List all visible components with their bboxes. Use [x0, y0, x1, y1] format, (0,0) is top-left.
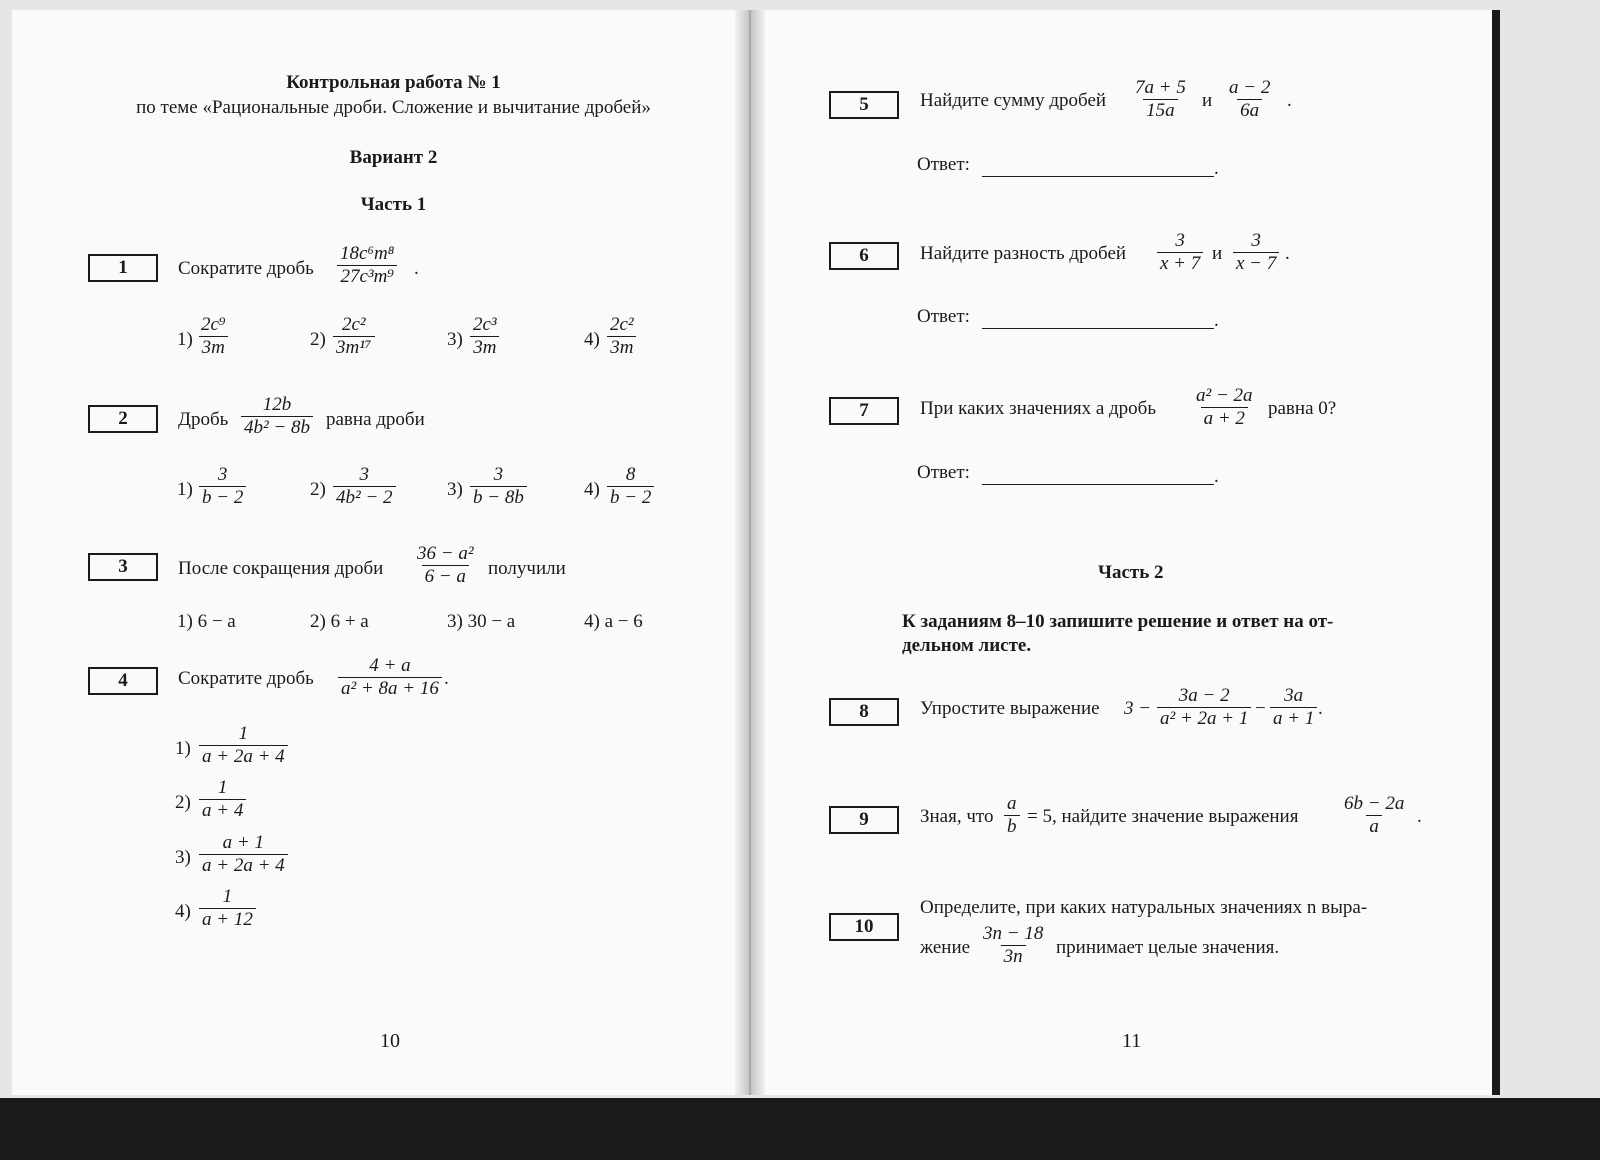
task-1-option-1 — [198, 314, 229, 359]
task-4-option-label: 4) — [175, 901, 191, 922]
fraction-numerator: 3 — [493, 464, 504, 485]
fraction-denominator: a + 12 — [199, 908, 256, 931]
fraction-numerator: a — [1007, 793, 1017, 814]
task-number-3: 3 — [88, 553, 158, 581]
task-8-fraction-1 — [1157, 685, 1251, 730]
part2-heading: Часть 2 — [1098, 562, 1164, 583]
fraction-numerator: a − 2 — [1229, 77, 1271, 98]
task-5-fraction-2 — [1226, 77, 1273, 122]
task-2-option-3 — [470, 464, 527, 509]
task-1-option-label: 4) — [584, 329, 600, 350]
task-2-option-4 — [607, 464, 654, 509]
task-number-7: 7 — [829, 397, 899, 425]
fraction-denominator: 3m — [199, 336, 228, 359]
fraction-denominator: 3m — [470, 336, 499, 359]
page-number-right: 11 — [1122, 1030, 1142, 1052]
fraction-denominator: b − 8b — [470, 486, 527, 509]
fraction-numerator: 1 — [217, 777, 228, 798]
fraction-denominator: b − 2 — [199, 486, 246, 509]
fraction-numerator: 3 — [217, 464, 228, 485]
fraction-numerator: 3 — [359, 464, 370, 485]
fraction-numerator: a + 1 — [222, 832, 264, 853]
task-1-fraction — [337, 243, 397, 288]
task-number-8: 8 — [829, 698, 899, 726]
fraction-numerator: 2c² — [610, 314, 634, 335]
task-2-option-label: 2) — [310, 479, 326, 500]
fraction-denominator: x + 7 — [1157, 252, 1203, 275]
page-edge-shadow — [1492, 10, 1500, 1095]
task-2-option-2 — [333, 464, 396, 509]
task-7-tail: равна 0? — [1268, 398, 1337, 419]
task-6-fraction-1 — [1157, 230, 1203, 275]
task-9-fraction-1 — [1004, 793, 1020, 838]
task-2-option-label: 4) — [584, 479, 600, 500]
task-4-option-2 — [199, 777, 246, 822]
fraction-denominator: a + 1 — [1270, 707, 1317, 730]
task-2-text: Дробь — [178, 409, 229, 430]
task-9-condition: = 5, найдите значение выражения — [1027, 806, 1299, 827]
fraction-numerator: a² − 2a — [1196, 385, 1253, 406]
fraction-denominator: 6a — [1237, 99, 1262, 122]
task-1-option-3 — [470, 314, 500, 359]
fraction-numerator: 1 — [238, 723, 249, 744]
part1-heading: Часть 1 — [360, 194, 427, 215]
task-5-text: Найдите сумму дробей — [920, 90, 1107, 111]
task-6-and: и — [1212, 243, 1223, 264]
test-title: Контрольная работа № 1 — [286, 72, 501, 93]
task-4-option-4 — [199, 886, 256, 931]
fraction-denominator: a + 2 — [1201, 407, 1248, 430]
fraction-numerator: 4 + a — [369, 655, 411, 676]
task-5-answer-line — [982, 176, 1214, 177]
task-5-fraction-1 — [1132, 77, 1189, 122]
fraction-numerator: 2c⁹ — [201, 314, 226, 335]
task-9-tail: . — [1417, 806, 1422, 827]
fraction-numerator: 3a — [1284, 685, 1304, 706]
task-3-text: После сокращения дроби — [178, 558, 384, 579]
fraction-denominator: 3n — [1001, 945, 1026, 968]
task-4-option-3 — [199, 832, 288, 877]
task-7-answer-dot: . — [1214, 466, 1219, 487]
task-10-fraction — [980, 923, 1046, 968]
fraction-denominator: 3m¹⁷ — [333, 336, 375, 359]
variant-heading: Вариант 2 — [349, 147, 438, 168]
task-9-text: Зная, что — [920, 806, 994, 827]
task-5-and: и — [1202, 90, 1213, 111]
task-1-option-2 — [333, 314, 375, 359]
task-number-10: 10 — [829, 913, 899, 941]
task-6-tail: . — [1285, 243, 1290, 264]
task-2-tail: равна дроби — [326, 409, 425, 430]
fraction-numerator: 3 — [1175, 230, 1185, 251]
task-1-option-label: 1) — [177, 329, 193, 350]
fraction-denominator: a + 2a + 4 — [199, 854, 288, 877]
fraction-numerator: 3 — [1251, 230, 1261, 251]
task-10-line2-end: принимает целые значения. — [1056, 937, 1280, 958]
fraction-numerator: 6b − 2a — [1344, 793, 1405, 814]
fraction-denominator: 27c³m⁹ — [337, 265, 396, 288]
task-1-option-4 — [607, 314, 637, 359]
task-7-answer-line — [982, 484, 1214, 485]
task-1-option-label: 2) — [310, 329, 326, 350]
task-10-line1: Определите, при каких натуральных значениях n выра- — [920, 897, 1368, 918]
task-3-tail: получили — [488, 558, 566, 579]
fraction-numerator: 3a − 2 — [1178, 685, 1230, 706]
task-4-option-label: 2) — [175, 792, 191, 813]
task-3-fraction — [414, 543, 477, 588]
task-number-2: 2 — [88, 405, 158, 433]
task-7-answer-label: Ответ: — [917, 462, 970, 483]
test-subtitle: по теме «Рациональные дроби. Сложение и вычитание дробей» — [136, 97, 651, 118]
task-4-text: Сократите дробь — [178, 668, 314, 689]
task-5-tail: . — [1287, 90, 1292, 111]
task-6-answer-label: Ответ: — [917, 306, 970, 327]
task-3-option-1: 1) 6 − a — [177, 611, 236, 632]
task-8-tail: . — [1318, 698, 1323, 719]
task-4-option-label: 3) — [175, 847, 191, 868]
fraction-numerator: 2c² — [341, 314, 366, 335]
task-1-text: Сократите дробь — [178, 258, 314, 279]
fraction-denominator: b — [1004, 815, 1020, 838]
fraction-denominator: a² + 8a + 16 — [338, 677, 442, 700]
task-5-answer-label: Ответ: — [917, 154, 970, 175]
task-3-option-2: 2) 6 + a — [310, 611, 369, 632]
part2-instruction-line2: дельном листе. — [902, 635, 1032, 656]
task-7-text: При каких значениях a дробь — [920, 398, 1157, 419]
task-number-5: 5 — [829, 91, 899, 119]
task-5-answer-dot: . — [1214, 158, 1219, 179]
task-number-4: 4 — [88, 667, 158, 695]
fraction-numerator: 7a + 5 — [1135, 77, 1186, 98]
part2-instruction-line1: К заданиям 8–10 запишите решение и ответ на от- — [902, 611, 1334, 632]
task-4-tail: . — [444, 668, 449, 689]
task-10-line2-start: жение — [920, 937, 971, 958]
fraction-denominator: 4b² − 2 — [333, 486, 396, 509]
fraction-numerator: 12b — [262, 394, 292, 415]
fraction-denominator: 3m — [607, 336, 636, 359]
task-2-option-1 — [199, 464, 246, 509]
fraction-numerator: 2c³ — [473, 314, 497, 335]
fraction-numerator: 18c⁶m⁸ — [340, 243, 395, 264]
task-2-option-label: 3) — [447, 479, 463, 500]
task-9-fraction-2 — [1341, 793, 1407, 838]
fraction-denominator: 15a — [1143, 99, 1178, 122]
scanner-bottom-band — [0, 1098, 1600, 1160]
task-4-option-1 — [199, 723, 288, 768]
fraction-denominator: a + 2a + 4 — [199, 745, 288, 768]
task-6-answer-dot: . — [1214, 310, 1219, 331]
task-number-1: 1 — [88, 254, 158, 282]
book-gutter — [735, 10, 765, 1095]
task-8-fraction-2 — [1270, 685, 1317, 730]
fraction-denominator: a + 4 — [199, 799, 246, 822]
fraction-denominator: a² + 2a + 1 — [1157, 707, 1251, 730]
task-2-fraction — [241, 394, 313, 439]
fraction-numerator: 8 — [625, 464, 636, 485]
task-3-option-4: 4) a − 6 — [584, 611, 643, 632]
fraction-numerator: 36 − a² — [417, 543, 474, 564]
fraction-denominator: a — [1366, 815, 1382, 838]
task-7-fraction — [1193, 385, 1256, 430]
task-4-option-label: 1) — [175, 738, 191, 759]
task-4-fraction — [338, 655, 442, 700]
fraction-denominator: b − 2 — [607, 486, 654, 509]
task-8-prefix: 3 − — [1124, 698, 1152, 719]
task-6-answer-line — [982, 328, 1214, 329]
task-3-option-3: 3) 30 − a — [447, 611, 516, 632]
task-1-tail: . — [414, 258, 419, 279]
task-number-6: 6 — [829, 242, 899, 270]
fraction-denominator: 6 − a — [422, 565, 469, 588]
task-1-option-label: 3) — [447, 329, 463, 350]
task-8-text: Упростите выражение — [920, 698, 1100, 719]
task-2-option-label: 1) — [177, 479, 193, 500]
fraction-numerator: 3n − 18 — [983, 923, 1044, 944]
page-number-left: 10 — [380, 1030, 400, 1052]
task-6-text: Найдите разность дробей — [920, 243, 1127, 264]
fraction-denominator: 4b² − 8b — [241, 416, 313, 439]
task-number-9: 9 — [829, 806, 899, 834]
fraction-numerator: 1 — [222, 886, 233, 907]
fraction-denominator: x − 7 — [1233, 252, 1279, 275]
task-8-minus: − — [1255, 698, 1266, 719]
task-6-fraction-2 — [1233, 230, 1279, 275]
